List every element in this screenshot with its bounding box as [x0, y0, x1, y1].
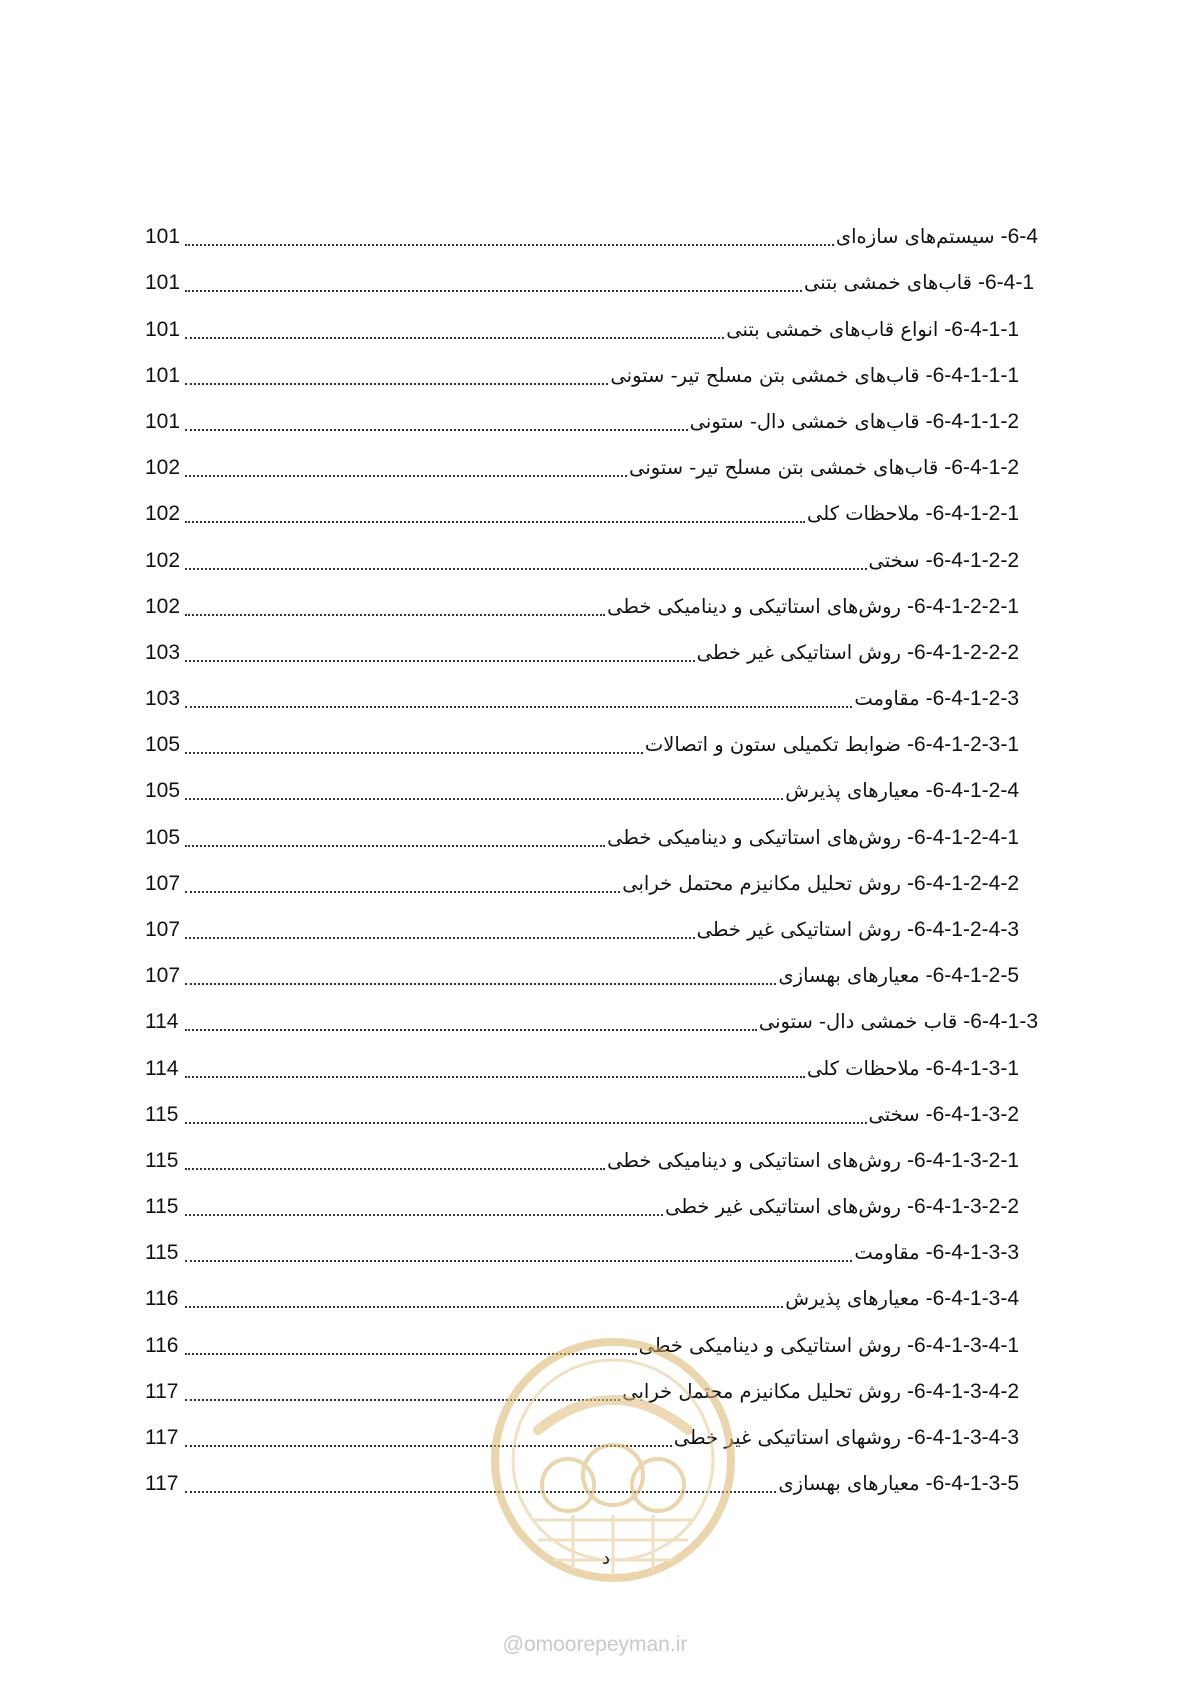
toc-entry-text: 6-4-1-3-4-3-روشهای استاتیکی غیر خطی: [673, 1426, 1019, 1449]
toc-entry-text: 6-4-1-2-2-1-روش‌های استاتیکی و دینامیکی خطی: [607, 595, 1019, 618]
dot-leader: [185, 475, 627, 477]
page-number: 117: [145, 1426, 179, 1449]
dot-leader: [185, 845, 605, 847]
page-number: 103: [145, 641, 181, 664]
page-number: 102: [145, 549, 181, 572]
page-number: 105: [145, 826, 181, 849]
toc-entry-text: 6-4-1-2-2-سختی: [868, 549, 1019, 572]
toc-entry-text: 6-4-1-1-2-قاب‌های خمشی دال- ستونی: [689, 410, 1019, 433]
dot-leader: [185, 1260, 852, 1262]
toc-row[interactable]: [145, 1044, 1019, 1084]
toc-entry-text: 6-4-1-3-2-1-روش‌های استاتیکی و دینامیکی خطی: [607, 1149, 1019, 1172]
toc-row[interactable]: [145, 1136, 1019, 1176]
dot-leader: [185, 1306, 783, 1308]
toc-entry-text: 6-4-1-2-4-1-روش‌های استاتیکی و دینامیکی خطی: [607, 826, 1019, 849]
page-number: 117: [145, 1380, 179, 1403]
dot-leader: [185, 1076, 805, 1078]
toc-row[interactable]: [145, 489, 1019, 529]
toc-entry-text: 6-4-سیستم‌های سازه‌ای: [835, 225, 1038, 248]
toc-row[interactable]: [145, 582, 1019, 622]
page-number: 101: [145, 225, 181, 248]
toc-entry-text: 6-4-1-1-1-قاب‌های خمشی بتن مسلح تیر- ستونی: [610, 364, 1019, 387]
toc-row[interactable]: [145, 766, 1019, 806]
page-number: 114: [145, 1057, 179, 1080]
page-number: 116: [145, 1334, 179, 1357]
page-number: 105: [145, 779, 181, 802]
page-number: 105: [145, 733, 181, 756]
page-number: 101: [145, 318, 181, 341]
dot-leader: [185, 891, 620, 893]
toc-row[interactable]: [145, 351, 1019, 391]
toc-row[interactable]: [145, 1182, 1019, 1222]
toc-entry-text: 6-4-1-2-3-مقاومت: [854, 687, 1019, 710]
toc-entry-text: 6-4-1-3-2-سختی: [868, 1103, 1019, 1126]
toc-row[interactable]: [145, 905, 1019, 945]
page-number: 107: [145, 872, 181, 895]
page-number: 114: [145, 1010, 179, 1033]
page-number: 116: [145, 1287, 179, 1310]
page-number: 115: [145, 1149, 179, 1172]
page-number: 101: [145, 364, 181, 387]
toc-row[interactable]: [145, 951, 1019, 991]
toc-entry-text: 6-4-1-3-قاب خمشی دال- ستونی: [758, 1010, 1038, 1033]
dot-leader: [185, 614, 605, 616]
watermark-site: @omoorepeyman.ir: [502, 1633, 688, 1656]
toc-entry-text: 6-4-1-2-قاب‌های خمشی بتن مسلح تیر- ستونی: [629, 456, 1019, 479]
dot-leader: [185, 521, 805, 523]
dot-leader: [185, 706, 852, 708]
toc-row[interactable]: [145, 628, 1019, 668]
dot-leader: [185, 798, 783, 800]
toc-row[interactable]: [145, 443, 1019, 483]
toc-row[interactable]: [145, 997, 1038, 1037]
dot-leader: [185, 752, 643, 754]
page-number: 107: [145, 964, 181, 987]
page-number: 107: [145, 918, 181, 941]
toc-row[interactable]: [145, 674, 1019, 714]
toc-entry-text: 6-4-1-3-5-معیارهای بهسازی: [778, 1472, 1019, 1495]
dot-leader: [185, 429, 688, 431]
toc-entry-text: 6-4-1-2-3-1-ضوابط تکمیلی ستون و اتصالات: [644, 733, 1019, 756]
toc-row[interactable]: [145, 397, 1019, 437]
dot-leader: [185, 1122, 867, 1124]
page-number: 103: [145, 687, 181, 710]
toc-entry-text: 6-4-1-3-4-معیارهای پذیرش: [785, 1287, 1019, 1310]
toc-row[interactable]: [145, 212, 1038, 252]
dot-leader: [185, 244, 834, 246]
dot-leader: [185, 1168, 605, 1170]
toc-entry-text: 6-4-1-2-4-معیارهای پذیرش: [785, 779, 1019, 802]
toc-entry-text: 6-4-1-3-1-ملاحظات کلی: [807, 1057, 1019, 1080]
toc-row[interactable]: [145, 305, 1019, 345]
dot-leader: [185, 660, 695, 662]
toc-entry-text: 6-4-1-2-2-2-روش استاتیکی غیر خطی: [696, 641, 1019, 664]
toc-row[interactable]: [145, 813, 1019, 853]
page-number: 102: [145, 595, 181, 618]
page-number: 115: [145, 1241, 179, 1264]
page-number: 117: [145, 1472, 179, 1495]
toc-entry-text: 6-4-1-قاب‌های خمشی بتنی: [804, 271, 1034, 294]
dot-leader: [185, 983, 776, 985]
watermark-seal-icon: [478, 1330, 748, 1650]
dot-leader: [185, 290, 802, 292]
page-letter: د: [602, 1548, 611, 1569]
toc-entry-text: 6-4-1-3-4-1-روش استاتیکی و دینامیکی خطی: [638, 1334, 1019, 1357]
page-number: 102: [145, 456, 181, 479]
dot-leader: [185, 1214, 663, 1216]
dot-leader: [185, 383, 608, 385]
page-number: 101: [145, 271, 181, 294]
dot-leader: [185, 337, 724, 339]
toc-row[interactable]: [145, 258, 1034, 298]
toc-entry-text: 6-4-1-2-1-ملاحظات کلی: [807, 502, 1019, 525]
toc-entry-text: 6-4-1-3-4-2-روش تحلیل مکانیزم محتمل خرابی: [622, 1380, 1019, 1403]
dot-leader: [185, 568, 867, 570]
toc-entry-text: 6-4-1-1-انواع قاب‌های خمشی بتنی: [726, 318, 1019, 341]
page-number: 101: [145, 410, 181, 433]
page-number: 115: [145, 1103, 179, 1126]
dot-leader: [185, 1029, 757, 1031]
toc-entry-text: 6-4-1-2-4-2-روش تحلیل مکانیزم محتمل خرابی: [622, 872, 1019, 895]
toc-entry-text: 6-4-1-2-4-3-روش استاتیکی غیر خطی: [696, 918, 1019, 941]
toc-row[interactable]: [145, 1274, 1019, 1314]
page-number: 115: [145, 1195, 179, 1218]
toc-entry-text: 6-4-1-2-5-معیارهای بهسازی: [778, 964, 1019, 987]
dot-leader: [185, 937, 695, 939]
toc-row[interactable]: [145, 1228, 1019, 1268]
toc-row[interactable]: [145, 1090, 1019, 1130]
toc-row[interactable]: [145, 536, 1019, 576]
toc-entry-text: 6-4-1-3-2-2-روش‌های استاتیکی غیر خطی: [665, 1195, 1019, 1218]
page-number: 102: [145, 502, 181, 525]
toc-row[interactable]: [145, 859, 1019, 899]
toc-entry-text: 6-4-1-3-3-مقاومت: [854, 1241, 1019, 1264]
toc-row[interactable]: [145, 720, 1019, 760]
